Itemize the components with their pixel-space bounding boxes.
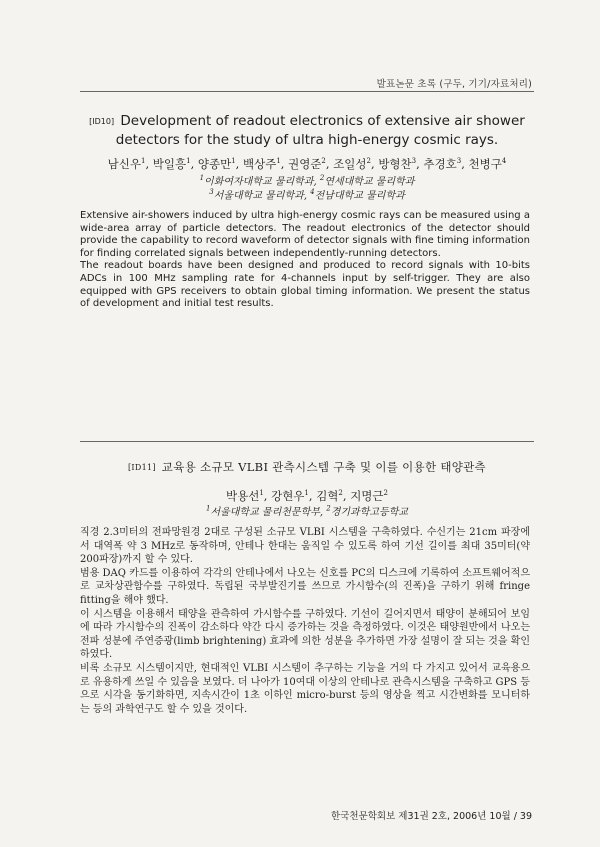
abstract-id-tag: [ID11] <box>128 463 156 472</box>
page-footer: 한국천문학회보 제31권 2호, 2006년 10월 / 39 <box>331 811 532 822</box>
running-header: 발표논문 초록 (구두, 기기/자료처리) <box>376 79 532 90</box>
author: 백상주$^1$ <box>242 156 281 171</box>
affiliations-line-2: $^3$서울대학교 물리학과, $^4$전남대학교 물리학과 <box>209 188 405 202</box>
abstract-id-tag: [ID10] <box>89 117 115 126</box>
title-line-1: Development of readout electronics of extensive air shower <box>120 113 525 129</box>
abstract-body-id11 <box>80 526 530 716</box>
author: 김혁$^2$ <box>316 488 343 503</box>
author: 남신우$^1$ <box>107 156 146 171</box>
affiliations-id11: $^1$서울대학교 물리천문학부, $^2$경기과학고등학교 <box>205 504 409 518</box>
abstract-body-id10 <box>80 210 530 311</box>
author-list-id11: 박용선$^1$, 강현우$^1$, 김혁$^2$, 지명근$^2$ <box>225 488 388 503</box>
author-list-id10: 남신우$^1$, 박일흥$^1$, 양종만$^1$, 백상주$^1$, 권영준$^2$, 조일성$^2$, 방형찬$^3$, 추경호$^3$, 천병구$^4$ <box>107 156 507 171</box>
paragraph: Extensive air-showers induced by ultra high-energy cosmic rays can be measured using a wide-area array of particle detectors. The readout electronics of the detector should provide the capability to record waveform of detector signals with fine timing information for finding correlated signals between independently-running detectors. <box>80 210 530 259</box>
abstract-title-id10 <box>84 112 530 149</box>
paragraph: The readout boards have been designed and produced to record signals with 10-bits ADCs in 100 MHz sampling rate for 4-channels input by self-trigger. They are also equipped with GPS receivers to obtain global timing information. We present the status of development and initial test results. <box>80 260 530 310</box>
author: 권영준$^2$ <box>288 156 326 171</box>
title-text: 교육용 소규모 VLBI 관측시스템 구축 및 이를 이용한 태양관측 <box>161 460 486 474</box>
author: 박용선$^1$ <box>225 488 264 503</box>
title-line-2: detectors for the study of ultra high-energy cosmic rays. <box>115 132 499 148</box>
paragraph: 비록 소규모 시스템이지만, 현대적인 VLBI 시스템이 추구하는 기능을 거의 다 가지고 있어서 교육용으로 유용하게 쓰일 수 있음을 보였다. 더 나아가 10여대 이상의 안테나로 관측시스템을 구축하고 GPS 등으로 시각을 동기화하면, 지속시간이 1초 이하인 micro-burst 등의 영상을 찍고 시간변화를 모니터하는 등의 과학연구도 할 수 있을 것이다. <box>80 662 530 715</box>
author: 방형찬$^3$ <box>378 156 417 171</box>
affiliations-line-1: $^1$이화여자대학교 물리학과, $^2$연세대학교 물리학과 <box>199 174 415 188</box>
header-divider <box>80 91 534 92</box>
author: 양종만$^1$ <box>197 156 236 171</box>
paragraph: 이 시스템을 이용해서 태양을 관측하여 가시함수를 구하였다. 기선이 길어지면서 태양이 분해되어 보임에 따라 가시함수의 진폭이 감소하다 약간 다시 증가하는 것을 측정하였다. 이것은 태양원반에서 나오는 전파 성분에 주연증광(limb brightening) 효과에 의한 성분을 추가하면 가장 설명이 잘 되는 것을 확인하였다. <box>80 608 530 661</box>
paragraph: 직경 2.3미터의 전파망원경 2대로 구성된 소규모 VLBI 시스템을 구축하였다. 수신기는 21cm 파장에서 대역폭 약 3 MHz로 동작하며, 안테나 한대는 움직일 수 있도록 하여 기선 길이를 최대 35미터(약 200파장)까지 할 수 있다. <box>80 527 530 566</box>
author: 추경호$^3$ <box>423 156 462 171</box>
author: 박일흥$^1$ <box>152 156 191 171</box>
author: 지명근$^2$ <box>350 488 388 503</box>
paragraph: 범용 DAQ 카드를 이용하여 각각의 안테나에서 나오는 신호를 PC의 디스크에 기록하여 소프트웨어적으로 교차상관함수를 구하였다. 독립된 국부발진기를 쓰므로 가시함수(의 진폭)을 구하기 위해 fringe fitting을 해야 했다. <box>80 567 530 606</box>
abstract-title-id11 <box>80 459 534 475</box>
author: 천병구$^4$ <box>468 156 507 171</box>
section-divider <box>80 441 534 442</box>
author: 조일성$^2$ <box>333 156 371 171</box>
author: 강현우$^1$ <box>271 488 309 503</box>
